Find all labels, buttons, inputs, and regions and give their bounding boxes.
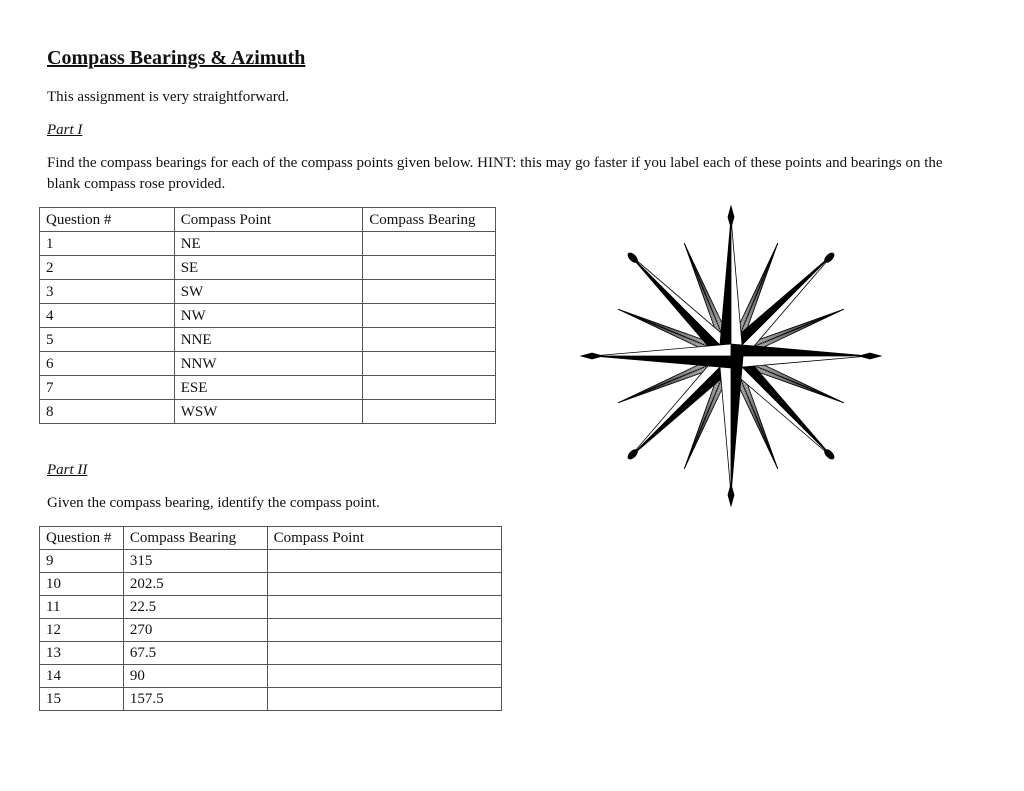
rose-ray-cardinal (719, 218, 731, 356)
compass-rose-rays (581, 206, 881, 506)
compass-bearing: 90 (123, 665, 267, 688)
rose-ray-cardinal-tip (859, 353, 881, 359)
question-number: 9 (40, 550, 124, 573)
question-number: 1 (40, 232, 175, 256)
compass-bearing: 157.5 (123, 688, 267, 711)
compass-point: SE (174, 256, 363, 280)
table-header-row (40, 527, 502, 550)
table-row (40, 688, 502, 711)
table-row (40, 280, 496, 304)
compass-point: NE (174, 232, 363, 256)
question-number: 4 (40, 304, 175, 328)
header-question: Question # (40, 208, 175, 232)
answer-cell[interactable] (363, 304, 496, 328)
question-number: 14 (40, 665, 124, 688)
part2-instructions: Given the compass bearing, identify the compass point. (47, 495, 380, 511)
answer-cell[interactable] (363, 376, 496, 400)
rose-ray-cardinal (719, 356, 731, 494)
table-row (40, 400, 496, 424)
answer-cell[interactable] (363, 280, 496, 304)
header-compass-point: Compass Point (267, 527, 501, 550)
table-row (40, 665, 502, 688)
table-row (40, 304, 496, 328)
compass-point: NNW (174, 352, 363, 376)
question-number: 6 (40, 352, 175, 376)
answer-cell[interactable] (267, 665, 501, 688)
question-number: 5 (40, 328, 175, 352)
header-compass-bearing: Compass Bearing (123, 527, 267, 550)
question-number: 12 (40, 619, 124, 642)
table-row (40, 550, 502, 573)
table-row (40, 573, 502, 596)
answer-cell[interactable] (363, 232, 496, 256)
answer-cell[interactable] (363, 328, 496, 352)
question-number: 15 (40, 688, 124, 711)
compass-point: NNE (174, 328, 363, 352)
question-number: 8 (40, 400, 175, 424)
part1-table (39, 207, 496, 424)
header-question: Question # (40, 527, 124, 550)
rose-ray-cardinal-tip (728, 206, 734, 228)
compass-point: NW (174, 304, 363, 328)
rose-ray-cardinal (593, 356, 731, 368)
part1-heading: Part I (47, 122, 83, 138)
question-number: 3 (40, 280, 175, 304)
table-header-row (40, 208, 496, 232)
compass-rose-icon (580, 205, 882, 507)
compass-bearing: 315 (123, 550, 267, 573)
compass-bearing: 202.5 (123, 573, 267, 596)
compass-point: ESE (174, 376, 363, 400)
answer-cell[interactable] (363, 256, 496, 280)
table-row (40, 619, 502, 642)
compass-bearing: 22.5 (123, 596, 267, 619)
compass-point: WSW (174, 400, 363, 424)
answer-cell[interactable] (267, 550, 501, 573)
answer-cell[interactable] (267, 596, 501, 619)
rose-ray-cardinal (731, 344, 869, 356)
rose-ray-cardinal (731, 356, 869, 368)
answer-cell[interactable] (267, 619, 501, 642)
part1-instructions: Find the compass bearings for each of the compass points given below. HINT: this may go faster if you label each of these points and bearings on the blank compass rose provided. (47, 155, 943, 192)
question-number: 13 (40, 642, 124, 665)
table-row (40, 376, 496, 400)
question-number: 7 (40, 376, 175, 400)
page-title: Compass Bearings & Azimuth (47, 47, 306, 69)
table-row (40, 256, 496, 280)
compass-bearing: 67.5 (123, 642, 267, 665)
header-compass-bearing: Compass Bearing (363, 208, 496, 232)
answer-cell[interactable] (267, 573, 501, 596)
rose-ray-cardinal-tip (581, 353, 603, 359)
intro-text: This assignment is very straightforward. (47, 89, 290, 105)
compass-bearing: 270 (123, 619, 267, 642)
answer-cell[interactable] (363, 352, 496, 376)
answer-cell[interactable] (267, 688, 501, 711)
header-compass-point: Compass Point (174, 208, 363, 232)
question-number: 2 (40, 256, 175, 280)
part2-table (39, 526, 502, 711)
answer-cell[interactable] (363, 400, 496, 424)
rose-ray-cardinal-tip (728, 484, 734, 506)
table-row (40, 596, 502, 619)
part2-heading: Part II (47, 462, 88, 478)
rose-ray-cardinal (593, 344, 731, 356)
rose-ray-cardinal (731, 356, 743, 494)
compass-point: SW (174, 280, 363, 304)
rose-ray-cardinal (731, 218, 743, 356)
answer-cell[interactable] (267, 642, 501, 665)
table-row (40, 232, 496, 256)
question-number: 11 (40, 596, 124, 619)
table-row (40, 642, 502, 665)
question-number: 10 (40, 573, 124, 596)
table-row (40, 328, 496, 352)
table-row (40, 352, 496, 376)
